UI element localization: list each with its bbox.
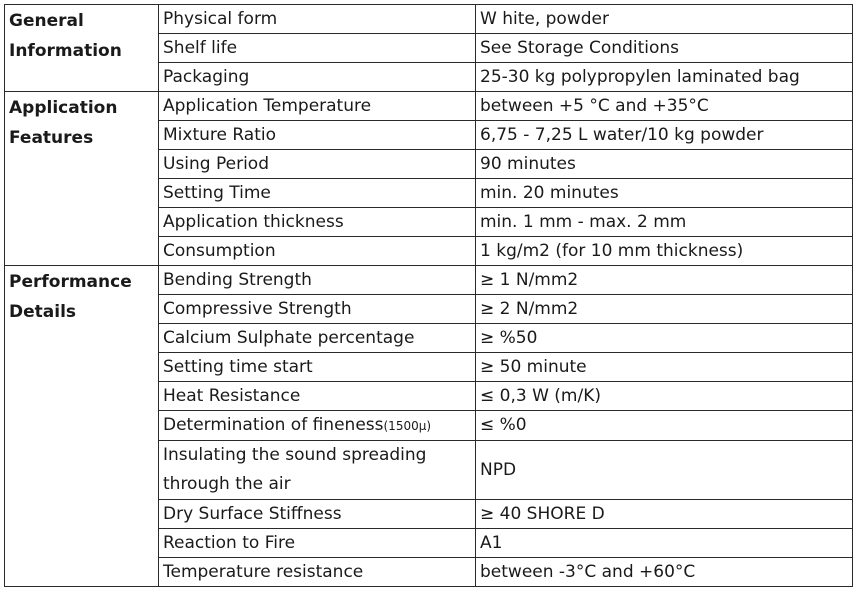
property-label: Packaging <box>159 63 476 92</box>
property-value: ≥ 40 SHORE D <box>476 500 853 529</box>
property-value: between -3°C and +60°C <box>476 558 853 587</box>
specifications-table <box>4 4 853 587</box>
property-value: min. 1 mm - max. 2 mm <box>476 208 853 237</box>
property-label: Mixture Ratio <box>159 121 476 150</box>
property-label: Heat Resistance <box>159 382 476 411</box>
table-row <box>5 5 853 34</box>
property-label: Dry Surface Stiffness <box>159 500 476 529</box>
property-value: 25-30 kg polypropylen laminated bag <box>476 63 853 92</box>
property-value: ≥ 50 minute <box>476 353 853 382</box>
property-value: 1 kg/m2 (for 10 mm thickness) <box>476 237 853 266</box>
property-label: Bending Strength <box>159 266 476 295</box>
property-label: Physical form <box>159 5 476 34</box>
property-value: ≥ 2 N/mm2 <box>476 295 853 324</box>
property-value: NPD <box>476 441 853 500</box>
property-label: Setting time start <box>159 353 476 382</box>
property-label: Application Temperature <box>159 92 476 121</box>
property-value: W hite, powder <box>476 5 853 34</box>
property-label: Shelf life <box>159 34 476 63</box>
property-value: 6,75 - 7,25 L water/10 kg powder <box>476 121 853 150</box>
property-value: A1 <box>476 529 853 558</box>
property-value: ≤ %0 <box>476 411 853 441</box>
property-label: Using Period <box>159 150 476 179</box>
property-label: Calcium Sulphate percentage <box>159 324 476 353</box>
property-label: Setting Time <box>159 179 476 208</box>
property-label-text: Determination of fineness <box>163 415 384 435</box>
table-row <box>5 92 853 121</box>
property-value: min. 20 minutes <box>476 179 853 208</box>
property-label: Temperature resistance <box>159 558 476 587</box>
property-value: ≥ 1 N/mm2 <box>476 266 853 295</box>
property-value: 90 minutes <box>476 150 853 179</box>
property-label: Consumption <box>159 237 476 266</box>
category-performance-details: Performance Details <box>5 266 159 587</box>
property-label: Compressive Strength <box>159 295 476 324</box>
property-value: See Storage Conditions <box>476 34 853 63</box>
property-label-suffix: (1500µ) <box>383 419 432 433</box>
table-row <box>5 266 853 295</box>
property-label: Application thickness <box>159 208 476 237</box>
property-value: between +5 °C and +35°C <box>476 92 853 121</box>
category-general-information: General Information <box>5 5 159 92</box>
category-application-features: Application Features <box>5 92 159 266</box>
property-value: ≥ %50 <box>476 324 853 353</box>
property-label: Reaction to Fire <box>159 529 476 558</box>
property-label <box>159 411 476 441</box>
property-value: ≤ 0,3 W (m/K) <box>476 382 853 411</box>
property-label: Insulating the sound spreading through the air <box>159 441 476 500</box>
